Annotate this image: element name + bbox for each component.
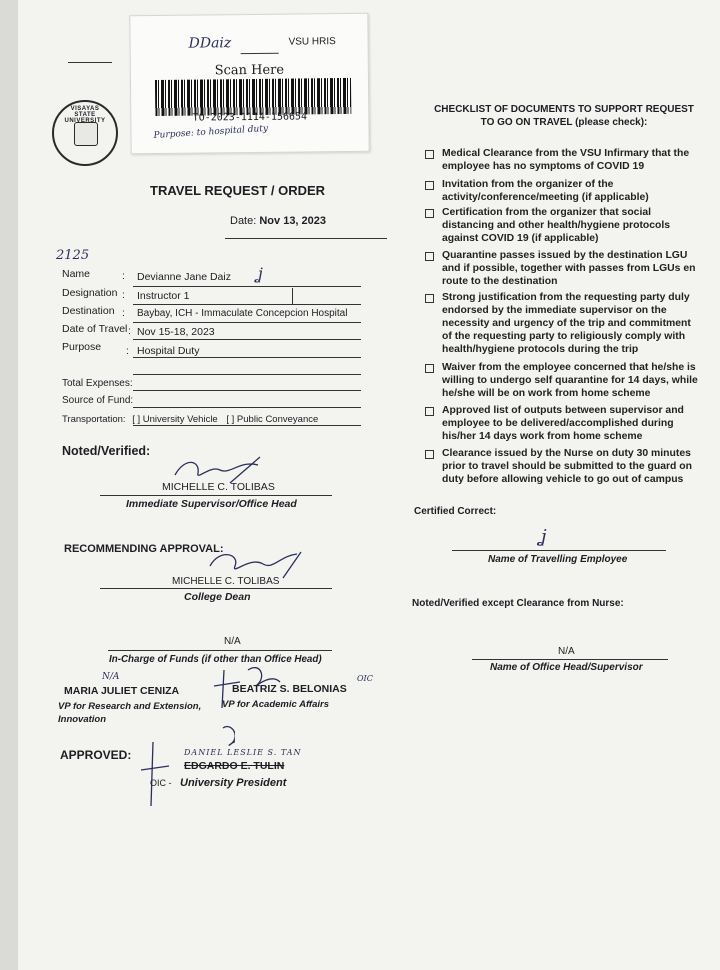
- colon: :: [126, 345, 129, 357]
- transport-option-university-vehicle: [ ] University Vehicle: [132, 414, 218, 425]
- underline-purpose: [133, 357, 361, 358]
- checkbox[interactable]: [425, 150, 434, 159]
- scan-here-label: Scan Here: [214, 62, 285, 79]
- field-label-designation: Designation: [62, 287, 118, 299]
- designation-divider: [292, 288, 293, 304]
- sticker-purpose-note: Purpose: to hospital duty: [153, 123, 269, 141]
- noted-verified-label: Noted/Verified:: [62, 444, 151, 458]
- checklist-item-text: Clearance issued by the Nurse on duty 30 minutes prior to travel should be submitted to the guard on duty before allowing vehicle to go out of campus: [442, 448, 692, 485]
- total-expenses-label: Total Expenses:: [62, 378, 133, 389]
- transportation-label: Transportation:: [62, 414, 126, 425]
- checklist-item-text: Invitation from the organizer of the activity/conference/meeting (if applicable): [442, 179, 649, 203]
- field-label-name: Name: [62, 268, 91, 280]
- sticker-line: [241, 53, 279, 54]
- hris-barcode-sticker: [129, 13, 369, 154]
- underline-destination: [133, 322, 361, 323]
- noted-nurse-label: Noted/Verified except Clearance from Nurse:: [412, 598, 624, 609]
- reference-number: 2125: [56, 248, 90, 263]
- office-head-line: [472, 659, 668, 660]
- underline-designation: [133, 304, 361, 305]
- underline-name: [133, 286, 361, 287]
- employee-line: [452, 550, 666, 551]
- dean-name: MICHELLE C. TOLIBAS: [172, 576, 280, 587]
- vp-research-title: VP for Research and Extension, Innovation: [58, 701, 202, 725]
- president-title: University President: [180, 777, 287, 789]
- checklist-item-text: Quarantine passes issued by the destination LGU and if possible, together with passes from LGUs en route to the destination: [442, 250, 696, 287]
- underline-purpose-2: [133, 374, 361, 375]
- seal-text: VISAYAS STATE UNIVERSITY: [64, 106, 106, 124]
- office-head-title: Name of Office Head/Supervisor: [490, 662, 643, 673]
- checklist-item-text: Certification from the organizer that social distancing and other health/hygiene protocols against COVID 19 (if applicable): [442, 207, 671, 244]
- sticker-handwriting: DDaiz: [188, 35, 232, 52]
- funds-line: [108, 650, 332, 651]
- checkbox[interactable]: [425, 364, 434, 373]
- office-head-value: N/A: [558, 646, 575, 657]
- vp-academic-name: BEATRIZ S. BELONIAS: [232, 683, 347, 695]
- employee-signature-mark: ʝ: [257, 264, 263, 283]
- date-underline: [225, 238, 387, 239]
- checklist-title: [430, 103, 698, 129]
- supervisor-title: Immediate Supervisor/Office Head: [126, 498, 297, 510]
- transport-option-public-conveyance: [ ] Public Conveyance: [226, 414, 319, 425]
- vp-academic-note: OIC: [357, 674, 373, 683]
- funds-title: In-Charge of Funds (if other than Office Head): [109, 654, 322, 665]
- vp-research-name: MARIA JULIET CENIZA: [64, 685, 180, 697]
- colon: :: [122, 270, 125, 282]
- vp-academic-title: VP for Academic Affairs: [222, 699, 330, 710]
- date-label: Date:: [230, 215, 257, 227]
- dean-title: College Dean: [184, 591, 251, 603]
- checkbox[interactable]: [425, 294, 434, 303]
- field-label-destination: Destination: [62, 305, 115, 317]
- seal-emblem: [74, 122, 98, 146]
- underline-date-of-travel: [133, 339, 361, 340]
- checklist-item-text: Waiver from the employee concerned that he/she is willing to undergo self quarantine for 14 days, while he/she will be on work from home scheme: [442, 362, 698, 399]
- checkbox[interactable]: [425, 209, 434, 218]
- underline-total-expenses: [133, 390, 361, 391]
- vp-research-na: N/A: [102, 672, 120, 682]
- field-value-designation: Instructor 1: [137, 290, 190, 302]
- transportation-row: [62, 414, 318, 425]
- field-value-name: Devianne Jane Daiz: [137, 271, 231, 283]
- colon: :: [122, 289, 125, 301]
- checklist-item-text: Approved list of outputs between supervisor and employee to be delivered/accomplished during his/her 14 days work from home scheme: [442, 405, 684, 442]
- supervisor-line: [100, 495, 332, 496]
- dean-line: [100, 588, 332, 589]
- field-value-destination: Baybay, ICH - Immaculate Concepcion Hospital: [137, 308, 348, 319]
- source-of-fund-label: Source of Fund:: [62, 395, 134, 406]
- checkbox[interactable]: [425, 407, 434, 416]
- president-prefix: OIC -: [150, 778, 172, 788]
- paper-edge: [0, 0, 19, 970]
- president-name: EDGARDO E. TULIN: [184, 760, 285, 772]
- form-title: TRAVEL REQUEST / ORDER: [150, 183, 326, 198]
- underline-source-of-fund: [133, 407, 361, 408]
- checklist-title-line2: TO GO ON TRAVEL (please check):: [480, 117, 648, 128]
- date-row: [230, 215, 326, 227]
- checkbox[interactable]: [425, 181, 434, 190]
- top-left-line: [68, 62, 112, 63]
- employee-title: Name of Travelling Employee: [488, 554, 628, 565]
- employee-signature: ʝ: [540, 526, 547, 547]
- university-seal: [52, 100, 118, 166]
- date-value: Nov 13, 2023: [259, 215, 327, 227]
- sticker-office: VSU HRIS: [288, 36, 336, 48]
- colon: :: [128, 325, 131, 337]
- funds-value: N/A: [224, 636, 241, 647]
- underline-transportation: [133, 425, 361, 426]
- checkbox[interactable]: [425, 450, 434, 459]
- certified-correct-label: Certified Correct:: [414, 506, 497, 517]
- tracking-number: TO-2023-1114-156654: [192, 111, 308, 124]
- checkbox[interactable]: [425, 252, 434, 261]
- president-handwritten-name: DANIEL LESLIE S. TAN: [184, 748, 302, 757]
- field-value-purpose: Hospital Duty: [137, 345, 200, 357]
- approved-label: APPROVED:: [60, 748, 132, 762]
- colon: :: [122, 307, 125, 319]
- field-value-date-of-travel: Nov 15-18, 2023: [137, 326, 215, 338]
- field-label-date-of-travel: Date of Travel: [62, 323, 128, 335]
- recommending-approval-label: RECOMMENDING APPROVAL:: [64, 543, 224, 555]
- supervisor-name: MICHELLE C. TOLIBAS: [162, 481, 275, 493]
- checklist-item-text: Medical Clearance from the VSU Infirmary that the employee has no symptoms of COVID 19: [442, 148, 690, 172]
- field-label-purpose: Purpose: [62, 341, 102, 353]
- checklist-title-line1: CHECKLIST OF DOCUMENTS TO SUPPORT REQUEST: [434, 104, 694, 115]
- checklist-item-text: Strong justification from the requesting party duly endorsed by the immediate supervisor on the necessity and urgency of the trip and commitment of the requesting party to religiously comply with health/hygiene protocols during the trip: [442, 292, 691, 355]
